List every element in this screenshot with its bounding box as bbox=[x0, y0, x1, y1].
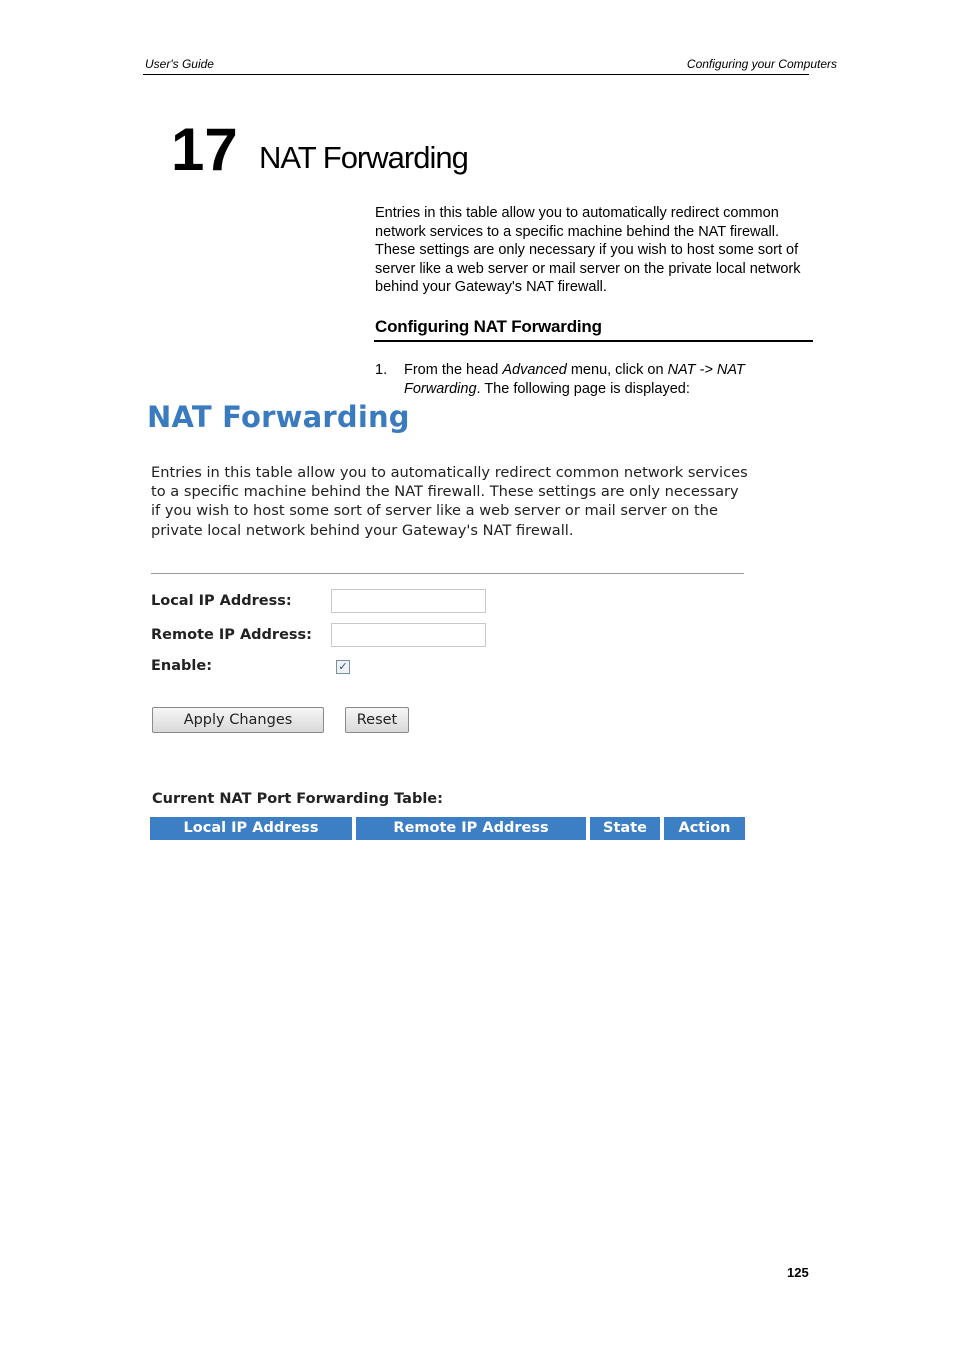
step-menu: Advanced bbox=[502, 362, 567, 378]
intro-paragraph: Entries in this table allow you to automatically redirect common network services to a specific machine behind the NAT firewall. These settings are only necessary if you wish to host some sort of server like a web server or mail server on the private local network behind your Gateway's NAT firewall. bbox=[375, 205, 801, 296]
checkmark-icon: ✓ bbox=[338, 660, 348, 673]
local-ip-input[interactable] bbox=[331, 589, 486, 613]
page-number: 125 bbox=[787, 1265, 809, 1280]
forwarding-table-title: Current NAT Port Forwarding Table: bbox=[152, 791, 443, 807]
screenshot-title: NAT Forwarding bbox=[147, 400, 410, 434]
column-header-local-ip: Local IP Address bbox=[150, 817, 352, 840]
column-header-remote-ip: Remote IP Address bbox=[356, 817, 586, 840]
column-header-state: State bbox=[590, 817, 660, 840]
reset-button[interactable]: Reset bbox=[345, 707, 409, 733]
step-path: NAT -> NAT Forwarding bbox=[404, 362, 745, 397]
step-text-3: . The following page is displayed: bbox=[476, 381, 690, 397]
local-ip-label: Local IP Address: bbox=[151, 593, 292, 609]
section-heading: Configuring NAT Forwarding bbox=[375, 317, 602, 336]
header-rule bbox=[143, 74, 809, 75]
enable-label: Enable: bbox=[151, 658, 212, 674]
column-header-action: Action bbox=[664, 817, 745, 840]
step-text-2: menu, click on bbox=[566, 362, 668, 378]
remote-ip-input[interactable] bbox=[331, 623, 486, 647]
header-right: Configuring your Computers bbox=[686, 57, 837, 71]
apply-changes-button[interactable]: Apply Changes bbox=[152, 707, 324, 733]
screenshot-divider bbox=[151, 573, 744, 574]
step-text bbox=[404, 361, 794, 399]
step-number: 1. bbox=[375, 362, 388, 378]
header-left: User's Guide bbox=[145, 57, 214, 71]
chapter-title: NAT Forwarding bbox=[259, 140, 468, 175]
step-text-1: From the head bbox=[404, 362, 503, 378]
remote-ip-label: Remote IP Address: bbox=[151, 627, 312, 643]
section-rule bbox=[374, 340, 813, 342]
screenshot-description: Entries in this table allow you to automatically redirect common network services to a specific machine behind the NAT firewall. These settings are only necessary if you wish to host some sort of server like a web server or mail server on the private local network behind your Gateway's NAT firewall. bbox=[151, 464, 748, 539]
enable-checkbox[interactable] bbox=[336, 660, 350, 674]
chapter-number: 17 bbox=[171, 116, 238, 183]
